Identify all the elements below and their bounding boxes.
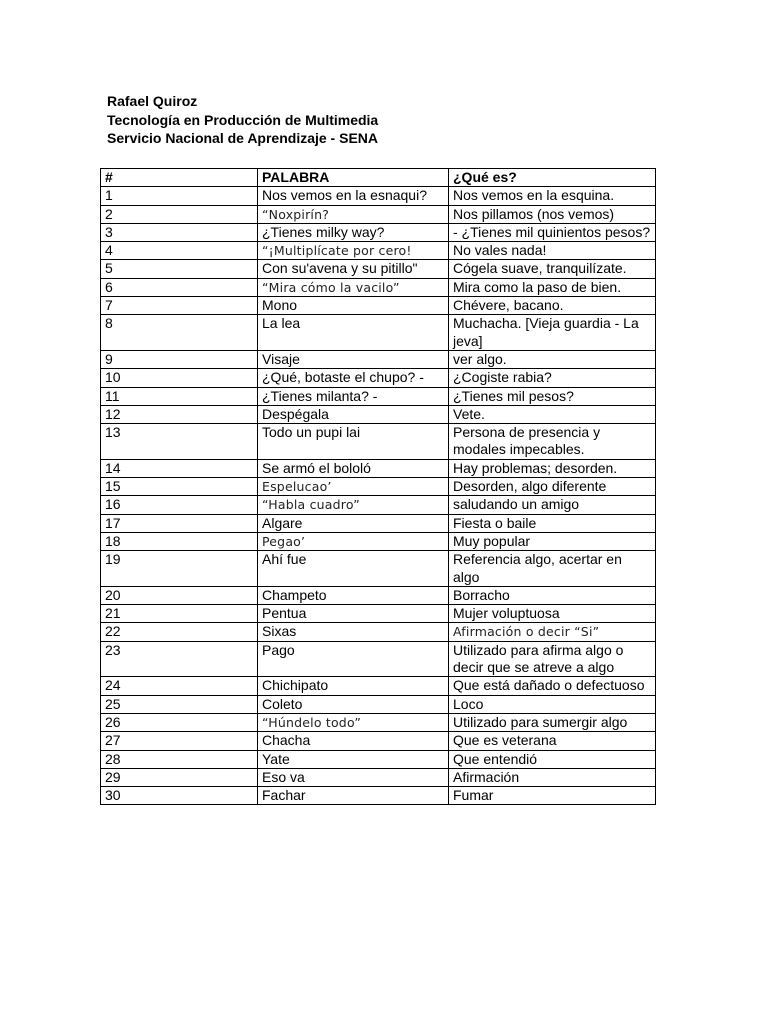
row-number: 1	[101, 187, 258, 205]
word-meaning: ¿Cogiste rabia?	[449, 369, 656, 387]
row-number: 6	[101, 278, 258, 296]
word-meaning: Utilizado para sumergir algo	[449, 713, 656, 731]
table-header-row	[101, 169, 656, 187]
table-row	[101, 278, 656, 296]
row-number: 3	[101, 223, 258, 241]
table-row	[101, 641, 656, 677]
slang-word: “Noxpirín?	[258, 205, 449, 223]
row-number: 20	[101, 586, 258, 604]
table-row	[101, 496, 656, 514]
slang-word: Con su'avena y su pitillo"	[258, 260, 449, 278]
word-meaning: Fumar	[449, 787, 656, 805]
row-number: 13	[101, 424, 258, 460]
program-name: Tecnología en Producción de Multimedia	[107, 111, 379, 128]
slang-word: Algare	[258, 514, 449, 532]
row-number: 7	[101, 297, 258, 315]
table-row	[101, 205, 656, 223]
row-number: 27	[101, 732, 258, 750]
table-row	[101, 787, 656, 805]
word-meaning: Desorden, algo diferente	[449, 478, 656, 496]
slang-word: La lea	[258, 315, 449, 351]
slang-word: ¿Tienes milanta? -	[258, 387, 449, 405]
table-row	[101, 242, 656, 260]
table-row	[101, 478, 656, 496]
table-row	[101, 750, 656, 768]
slang-word: Se armó el bololó	[258, 459, 449, 477]
word-meaning: Que entendió	[449, 750, 656, 768]
word-meaning: Chévere, bacano.	[449, 297, 656, 315]
slang-word: Mono	[258, 297, 449, 315]
word-meaning: No vales nada!	[449, 242, 656, 260]
slang-word: ¿Tienes milky way?	[258, 223, 449, 241]
row-number: 11	[101, 387, 258, 405]
word-meaning: Muy popular	[449, 532, 656, 550]
word-meaning: saludando un amigo	[449, 496, 656, 514]
word-meaning: Afirmación	[449, 768, 656, 786]
slang-word: “Habla cuadro”	[258, 496, 449, 514]
slang-word: Visaje	[258, 350, 449, 368]
table-row	[101, 551, 656, 587]
slang-word: Todo un pupi lai	[258, 424, 449, 460]
table-row	[101, 768, 656, 786]
word-meaning: Afirmación o decir “Si”	[449, 623, 656, 641]
table-body	[101, 187, 656, 805]
word-meaning: - ¿Tienes mil quinientos pesos?	[449, 223, 656, 241]
table-row	[101, 350, 656, 368]
word-meaning: ver algo.	[449, 350, 656, 368]
row-number: 16	[101, 496, 258, 514]
table-row	[101, 260, 656, 278]
slang-word: Pago	[258, 641, 449, 677]
row-number: 26	[101, 713, 258, 731]
slang-word: ¿Qué, botaste el chupo? -	[258, 369, 449, 387]
row-number: 2	[101, 205, 258, 223]
table-row	[101, 713, 656, 731]
table-row	[101, 605, 656, 623]
table-row	[101, 459, 656, 477]
row-number: 28	[101, 750, 258, 768]
word-meaning: Borracho	[449, 586, 656, 604]
table-row	[101, 405, 656, 423]
row-number: 12	[101, 405, 258, 423]
row-number: 29	[101, 768, 258, 786]
word-meaning: Persona de presencia y modales impecables.	[449, 424, 656, 460]
slang-word: “Húndelo todo”	[258, 713, 449, 731]
row-number: 24	[101, 677, 258, 695]
slang-word: Despégala	[258, 405, 449, 423]
word-meaning: Referencia algo, acertar en algo	[449, 551, 656, 587]
table-row	[101, 297, 656, 315]
slang-word: Pegao’	[258, 532, 449, 550]
word-meaning: Mira como la paso de bien.	[449, 278, 656, 296]
word-meaning: Utilizado para afirma algo o decir que se atreve a algo	[449, 641, 656, 677]
slang-word: “Mira cómo la vacilo”	[258, 278, 449, 296]
row-number: 18	[101, 532, 258, 550]
column-header-meaning: ¿Qué es?	[449, 169, 656, 187]
word-meaning: ¿Tienes mil pesos?	[449, 387, 656, 405]
vocabulary-table	[100, 168, 656, 805]
slang-word: Eso va	[258, 768, 449, 786]
row-number: 14	[101, 459, 258, 477]
column-header-number: #	[101, 169, 258, 187]
row-number: 9	[101, 350, 258, 368]
author-name: Rafael Quiroz	[107, 93, 198, 109]
table-row	[101, 223, 656, 241]
slang-word: Ahí fue	[258, 551, 449, 587]
table-row	[101, 315, 656, 351]
table-row	[101, 623, 656, 641]
row-number: 30	[101, 787, 258, 805]
word-meaning: Que es veterana	[449, 732, 656, 750]
slang-word: Coleto	[258, 695, 449, 713]
slang-word: Chacha	[258, 732, 449, 750]
row-number: 21	[101, 605, 258, 623]
row-number: 10	[101, 369, 258, 387]
word-meaning: Hay problemas; desorden.	[449, 459, 656, 477]
row-number: 4	[101, 242, 258, 260]
slang-word: Nos vemos en la esnaqui?	[258, 187, 449, 205]
row-number: 8	[101, 315, 258, 351]
slang-word: Espelucao’	[258, 478, 449, 496]
word-meaning: Mujer voluptuosa	[449, 605, 656, 623]
word-meaning: Muchacha. [Vieja guardia - La jeva]	[449, 315, 656, 351]
word-meaning: Nos vemos en la esquina.	[449, 187, 656, 205]
word-meaning: Loco	[449, 695, 656, 713]
table-row	[101, 695, 656, 713]
row-number: 15	[101, 478, 258, 496]
slang-word: Chichipato	[258, 677, 449, 695]
slang-word: Pentua	[258, 605, 449, 623]
row-number: 25	[101, 695, 258, 713]
row-number: 17	[101, 514, 258, 532]
row-number: 5	[101, 260, 258, 278]
slang-word: Fachar	[258, 787, 449, 805]
table-row	[101, 369, 656, 387]
column-header-word: PALABRA	[258, 169, 449, 187]
slang-word: Yate	[258, 750, 449, 768]
table-row	[101, 677, 656, 695]
row-number: 19	[101, 551, 258, 587]
table-row	[101, 514, 656, 532]
table-row	[101, 532, 656, 550]
row-number: 23	[101, 641, 258, 677]
table-row	[101, 387, 656, 405]
institution-name: Servicio Nacional de Aprendizaje - SENA	[107, 130, 379, 146]
slang-word: Champeto	[258, 586, 449, 604]
slang-word: Sixas	[258, 623, 449, 641]
table-row	[101, 424, 656, 460]
word-meaning: Nos pillamos (nos vemos)	[449, 205, 656, 223]
word-meaning: Que está dañado o defectuoso	[449, 677, 656, 695]
document-header	[107, 92, 378, 148]
slang-word: “¡Multiplícate por cero!	[258, 242, 449, 260]
table-row	[101, 586, 656, 604]
word-meaning: Vete.	[449, 405, 656, 423]
row-number: 22	[101, 623, 258, 641]
table-row	[101, 187, 656, 205]
table-row	[101, 732, 656, 750]
word-meaning: Cógela suave, tranquilízate.	[449, 260, 656, 278]
word-meaning: Fiesta o baile	[449, 514, 656, 532]
